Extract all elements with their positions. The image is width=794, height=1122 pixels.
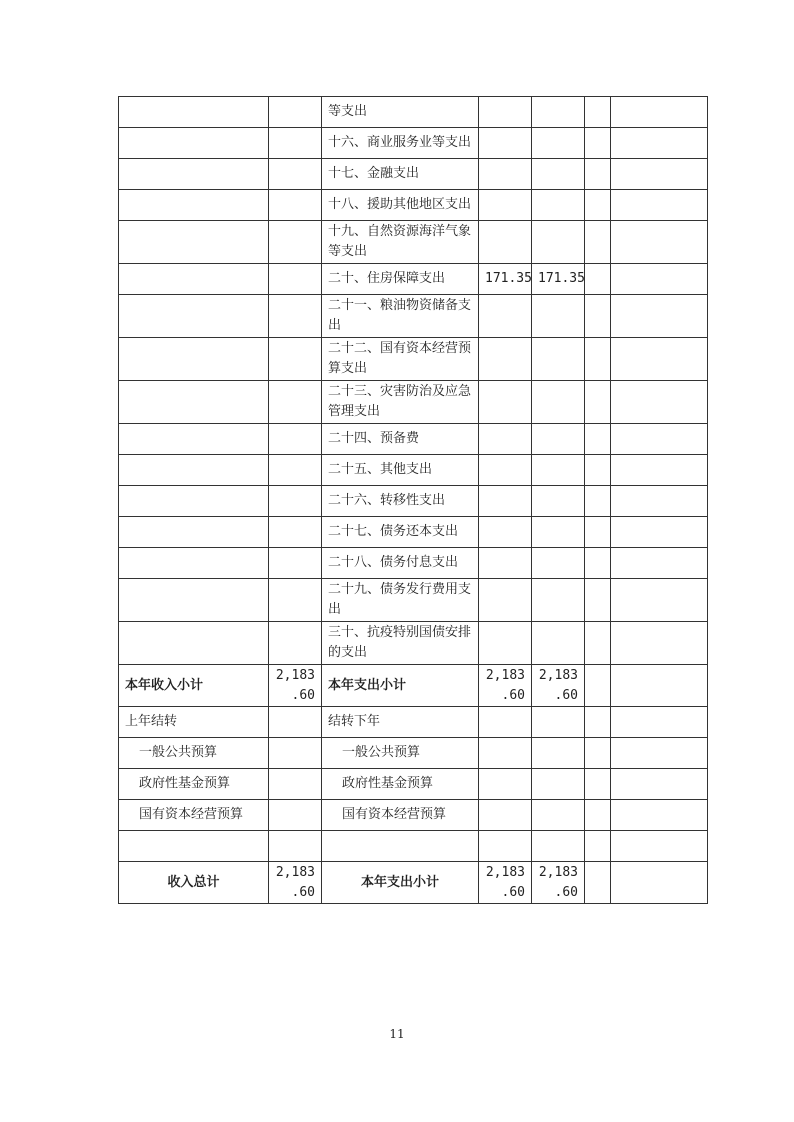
empty-cell xyxy=(479,707,532,738)
empty-cell xyxy=(611,159,708,190)
budget-table xyxy=(118,96,708,904)
expense-item-row xyxy=(119,424,708,455)
empty-cell xyxy=(269,295,322,338)
expense-item-label: 二十五、其他支出 xyxy=(322,455,479,486)
empty-cell xyxy=(269,622,322,665)
carry-over-in-label: 上年结转 xyxy=(119,707,269,738)
page-number: 11 xyxy=(389,1027,405,1041)
carry-row xyxy=(119,800,708,831)
carry-header-row xyxy=(119,707,708,738)
expense-item-label: 十七、金融支出 xyxy=(322,159,479,190)
empty-cell xyxy=(119,295,269,338)
expense-total-label: 本年支出小计 xyxy=(322,862,479,904)
carry-out-item: 一般公共预算 xyxy=(322,738,479,769)
expense-item-label: 二十三、灾害防治及应急 管理支出 xyxy=(322,381,479,424)
empty-cell xyxy=(119,579,269,622)
expense-item-value-1 xyxy=(479,517,532,548)
empty-cell xyxy=(119,221,269,264)
expense-item-value-1 xyxy=(479,221,532,264)
expense-item-row xyxy=(119,548,708,579)
empty-cell xyxy=(119,424,269,455)
empty-cell xyxy=(585,665,611,707)
empty-cell xyxy=(611,424,708,455)
expense-subtotal-value-2: 2,183 .60 xyxy=(532,665,585,707)
expense-item-value-2 xyxy=(532,381,585,424)
empty-cell xyxy=(611,264,708,295)
expense-item-value-2: 171.35 xyxy=(532,264,585,295)
expense-item-value-2 xyxy=(532,455,585,486)
carry-row xyxy=(119,769,708,800)
empty-cell xyxy=(611,707,708,738)
empty-cell xyxy=(611,738,708,769)
empty-cell xyxy=(611,455,708,486)
empty-cell xyxy=(119,455,269,486)
expense-item-value-1: 171.35 xyxy=(479,264,532,295)
empty-cell xyxy=(269,190,322,221)
expense-item-value-2 xyxy=(532,579,585,622)
empty-cell xyxy=(269,455,322,486)
empty-cell xyxy=(585,579,611,622)
empty-cell xyxy=(585,338,611,381)
empty-cell xyxy=(269,517,322,548)
empty-cell xyxy=(611,295,708,338)
expense-item-row xyxy=(119,264,708,295)
expense-item-value-1 xyxy=(479,579,532,622)
empty-cell xyxy=(119,338,269,381)
empty-cell xyxy=(119,264,269,295)
empty-cell xyxy=(269,159,322,190)
empty-cell xyxy=(611,221,708,264)
empty-cell xyxy=(611,769,708,800)
carry-row xyxy=(119,738,708,769)
empty-cell xyxy=(611,381,708,424)
empty-cell xyxy=(585,769,611,800)
expense-item-value-2 xyxy=(532,338,585,381)
expense-item-label: 二十七、债务还本支出 xyxy=(322,517,479,548)
income-subtotal-label: 本年收入小计 xyxy=(119,665,269,707)
empty-cell xyxy=(269,548,322,579)
empty-cell xyxy=(269,264,322,295)
empty-cell xyxy=(585,221,611,264)
empty-cell xyxy=(269,128,322,159)
expense-item-row xyxy=(119,221,708,264)
empty-cell xyxy=(269,738,322,769)
empty-cell xyxy=(269,221,322,264)
expense-item-row xyxy=(119,190,708,221)
empty-cell xyxy=(585,800,611,831)
expense-item-label: 三十、抗疫特别国债安排 的支出 xyxy=(322,622,479,665)
expense-item-label: 十六、商业服务业等支出 xyxy=(322,128,479,159)
carry-out-item: 政府性基金预算 xyxy=(322,769,479,800)
empty-cell xyxy=(269,424,322,455)
empty-cell xyxy=(611,862,708,904)
carry-over-out-label: 结转下年 xyxy=(322,707,479,738)
expense-item-label: 二十八、债务付息支出 xyxy=(322,548,479,579)
expense-item-value-1 xyxy=(479,338,532,381)
expense-item-value-1 xyxy=(479,622,532,665)
empty-cell xyxy=(119,517,269,548)
expense-item-row xyxy=(119,159,708,190)
expense-item-value-1 xyxy=(479,455,532,486)
expense-item-value-1 xyxy=(479,97,532,128)
empty-cell xyxy=(585,455,611,486)
expense-subtotal-label: 本年支出小计 xyxy=(322,665,479,707)
expense-item-value-2 xyxy=(532,190,585,221)
expense-item-value-2 xyxy=(532,424,585,455)
empty-cell xyxy=(119,548,269,579)
expense-item-row xyxy=(119,128,708,159)
empty-cell xyxy=(611,190,708,221)
expense-item-rows xyxy=(119,97,708,665)
expense-item-label: 二十二、国有资本经营预 算支出 xyxy=(322,338,479,381)
expense-item-value-2 xyxy=(532,622,585,665)
empty-cell xyxy=(269,800,322,831)
expense-item-row xyxy=(119,97,708,128)
empty-cell xyxy=(479,800,532,831)
expense-item-value-2 xyxy=(532,295,585,338)
total-row xyxy=(119,862,708,904)
empty-cell xyxy=(119,159,269,190)
expense-item-label: 等支出 xyxy=(322,97,479,128)
expense-item-row xyxy=(119,486,708,517)
expense-item-value-1 xyxy=(479,381,532,424)
expense-item-value-2 xyxy=(532,159,585,190)
carry-in-item: 一般公共预算 xyxy=(119,738,269,769)
expense-item-row xyxy=(119,579,708,622)
empty-cell xyxy=(585,486,611,517)
empty-cell xyxy=(585,190,611,221)
empty-cell xyxy=(119,97,269,128)
empty-cell xyxy=(611,622,708,665)
income-total-value: 2,183 .60 xyxy=(269,862,322,904)
empty-cell xyxy=(119,190,269,221)
empty-cell xyxy=(585,97,611,128)
empty-cell xyxy=(611,486,708,517)
empty-cell xyxy=(585,517,611,548)
expense-item-value-2 xyxy=(532,97,585,128)
empty-cell xyxy=(585,738,611,769)
empty-cell xyxy=(119,381,269,424)
empty-cell xyxy=(585,128,611,159)
expense-item-row xyxy=(119,622,708,665)
expense-item-label: 二十、住房保障支出 xyxy=(322,264,479,295)
empty-cell xyxy=(119,128,269,159)
empty-cell xyxy=(269,338,322,381)
expense-total-value-2: 2,183 .60 xyxy=(532,862,585,904)
expense-item-value-1 xyxy=(479,295,532,338)
empty-cell xyxy=(611,579,708,622)
expense-item-value-2 xyxy=(532,486,585,517)
empty-cell xyxy=(585,548,611,579)
empty-cell xyxy=(611,665,708,707)
empty-cell xyxy=(269,381,322,424)
empty-cell xyxy=(269,97,322,128)
expense-item-value-2 xyxy=(532,128,585,159)
empty-cell xyxy=(119,486,269,517)
expense-total-value-1: 2,183 .60 xyxy=(479,862,532,904)
empty-cell xyxy=(269,707,322,738)
expense-item-value-1 xyxy=(479,128,532,159)
empty-cell xyxy=(585,707,611,738)
carry-in-item: 政府性基金预算 xyxy=(119,769,269,800)
empty-cell xyxy=(585,159,611,190)
empty-cell xyxy=(611,548,708,579)
empty-cell xyxy=(611,517,708,548)
expense-item-label: 二十六、转移性支出 xyxy=(322,486,479,517)
empty-cell xyxy=(269,486,322,517)
empty-cell xyxy=(479,769,532,800)
empty-cell xyxy=(585,424,611,455)
empty-cell xyxy=(532,800,585,831)
expense-item-row xyxy=(119,455,708,486)
subtotal-row xyxy=(119,665,708,707)
expense-item-value-2 xyxy=(532,221,585,264)
empty-cell xyxy=(585,295,611,338)
expense-item-label: 十八、援助其他地区支出 xyxy=(322,190,479,221)
empty-cell xyxy=(611,128,708,159)
expense-item-row xyxy=(119,517,708,548)
empty-cell xyxy=(585,862,611,904)
empty-cell xyxy=(532,769,585,800)
income-total-label: 收入总计 xyxy=(119,862,269,904)
empty-cell xyxy=(585,381,611,424)
expense-item-value-2 xyxy=(532,548,585,579)
expense-item-value-1 xyxy=(479,190,532,221)
expense-item-value-1 xyxy=(479,159,532,190)
empty-cell xyxy=(532,707,585,738)
expense-item-label: 二十四、预备费 xyxy=(322,424,479,455)
expense-item-value-1 xyxy=(479,486,532,517)
empty-cell xyxy=(611,338,708,381)
carry-in-item: 国有资本经营预算 xyxy=(119,800,269,831)
empty-cell xyxy=(269,769,322,800)
income-subtotal-value: 2,183 .60 xyxy=(269,665,322,707)
empty-cell xyxy=(532,738,585,769)
empty-cell xyxy=(611,800,708,831)
expense-item-row xyxy=(119,338,708,381)
expense-item-row xyxy=(119,381,708,424)
expense-item-row xyxy=(119,295,708,338)
expense-item-value-2 xyxy=(532,517,585,548)
empty-cell xyxy=(119,622,269,665)
blank-row xyxy=(119,831,708,862)
carry-out-item: 国有资本经营预算 xyxy=(322,800,479,831)
empty-cell xyxy=(479,738,532,769)
empty-cell xyxy=(585,622,611,665)
expense-item-label: 二十九、债务发行费用支 出 xyxy=(322,579,479,622)
empty-cell xyxy=(269,579,322,622)
expense-item-value-1 xyxy=(479,548,532,579)
empty-cell xyxy=(611,97,708,128)
expense-item-label: 十九、自然资源海洋气象 等支出 xyxy=(322,221,479,264)
expense-item-label: 二十一、粮油物资储备支 出 xyxy=(322,295,479,338)
expense-subtotal-value-1: 2,183 .60 xyxy=(479,665,532,707)
empty-cell xyxy=(585,264,611,295)
expense-item-value-1 xyxy=(479,424,532,455)
